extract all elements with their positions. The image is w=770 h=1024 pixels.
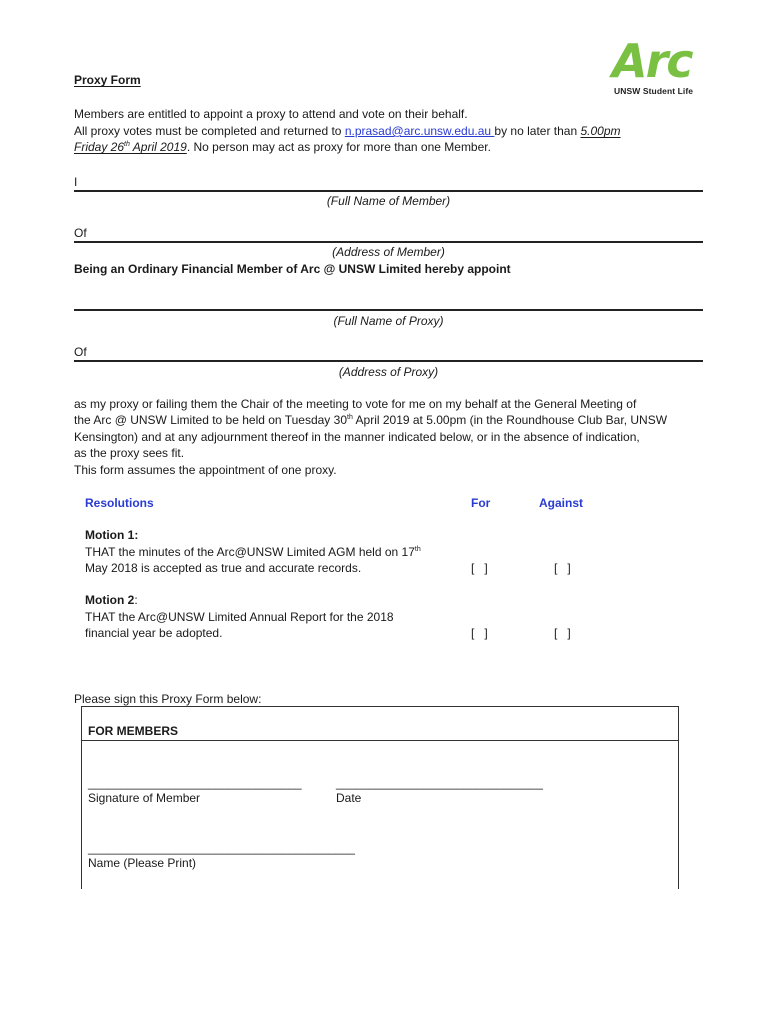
resolutions-header: Resolutions: [85, 496, 154, 510]
motion-2-line-2: financial year be adopted.: [85, 626, 223, 640]
of-label-member: Of: [74, 226, 87, 240]
arc-logo: [612, 34, 702, 98]
member-signature-line[interactable]: ________________________________: [88, 776, 302, 790]
proxy-address-caption: (Address of Proxy): [338, 365, 439, 379]
motion-1-title: Motion 1:: [85, 528, 139, 542]
motion-2-against-checkbox[interactable]: [ ]: [554, 626, 571, 640]
return-email-link[interactable]: n.prasad@arc.unsw.edu.au: [344, 124, 495, 138]
for-members-heading: FOR MEMBERS: [88, 724, 178, 738]
print-name-line[interactable]: ________________________________________: [88, 841, 355, 855]
for-header: For: [471, 496, 491, 510]
member-name-caption: (Full Name of Member): [326, 194, 451, 208]
date-label: Date: [336, 791, 362, 805]
motion-1-line-2: May 2018 is accepted as true and accurate records.: [85, 561, 362, 575]
date-line[interactable]: _______________________________: [336, 776, 543, 790]
of-label-proxy: Of: [74, 345, 87, 359]
signature-box-divider: [81, 740, 678, 741]
body-line-5: This form assumes the appointment of one proxy.: [74, 463, 337, 477]
motion-1-line-1: THAT the minutes of the Arc@UNSW Limited AGM held on 17th: [85, 545, 421, 559]
member-name-line[interactable]: [74, 190, 703, 192]
member-address-caption: (Address of Member): [332, 245, 445, 259]
body-line-3: Kensington) and at any adjournment thereof in the manner indicated below, or in the absence of indication,: [74, 430, 640, 444]
intro-line-1: Members are entitled to appoint a proxy to attend and vote on their behalf.: [74, 107, 468, 121]
motion-2-line-1: THAT the Arc@UNSW Limited Annual Report for the 2018: [85, 610, 394, 624]
print-name-label: Name (Please Print): [88, 856, 197, 870]
against-header: Against: [539, 496, 584, 510]
arc-logo-subtitle: UNSW Student Life: [614, 86, 694, 96]
motion-2-for-checkbox[interactable]: [ ]: [471, 626, 488, 640]
intro-line-3: Friday 26th April 2019. No person may act as proxy for more than one Member.: [74, 140, 491, 154]
body-line-4: as the proxy sees fit.: [74, 446, 185, 460]
page-title: Proxy Form: [74, 73, 141, 87]
proxy-name-caption: (Full Name of Proxy): [333, 314, 444, 328]
i-label: I: [74, 175, 78, 189]
motion-2-title: Motion 2:: [85, 593, 138, 607]
motion-1-against-checkbox[interactable]: [ ]: [554, 561, 571, 575]
arc-wordmark: Arc: [612, 34, 692, 88]
appoint-statement: Being an Ordinary Financial Member of Arc @ UNSW Limited hereby appoint: [74, 262, 511, 276]
member-address-line[interactable]: [74, 241, 703, 243]
proxy-address-line[interactable]: [74, 360, 703, 362]
body-line-2: the Arc @ UNSW Limited to be held on Tuesday 30th April 2019 at 5.00pm (in the Roundhouse Club Bar, UNSW: [74, 413, 668, 427]
member-signature-label: Signature of Member: [88, 791, 201, 805]
body-line-1: as my proxy or failing them the Chair of the meeting to vote for me on my behalf at the General Meeting of: [74, 397, 637, 411]
sign-prompt: Please sign this Proxy Form below:: [74, 692, 262, 706]
deadline-time: 5.00pm: [580, 124, 621, 138]
deadline-day: Friday 26th April 2019: [74, 140, 187, 154]
intro-line-2: All proxy votes must be completed and returned to n.prasad@arc.unsw.edu.au by no later than 5.00pm: [74, 124, 621, 138]
motion-1-for-checkbox[interactable]: [ ]: [471, 561, 488, 575]
proxy-name-line[interactable]: [74, 309, 703, 311]
